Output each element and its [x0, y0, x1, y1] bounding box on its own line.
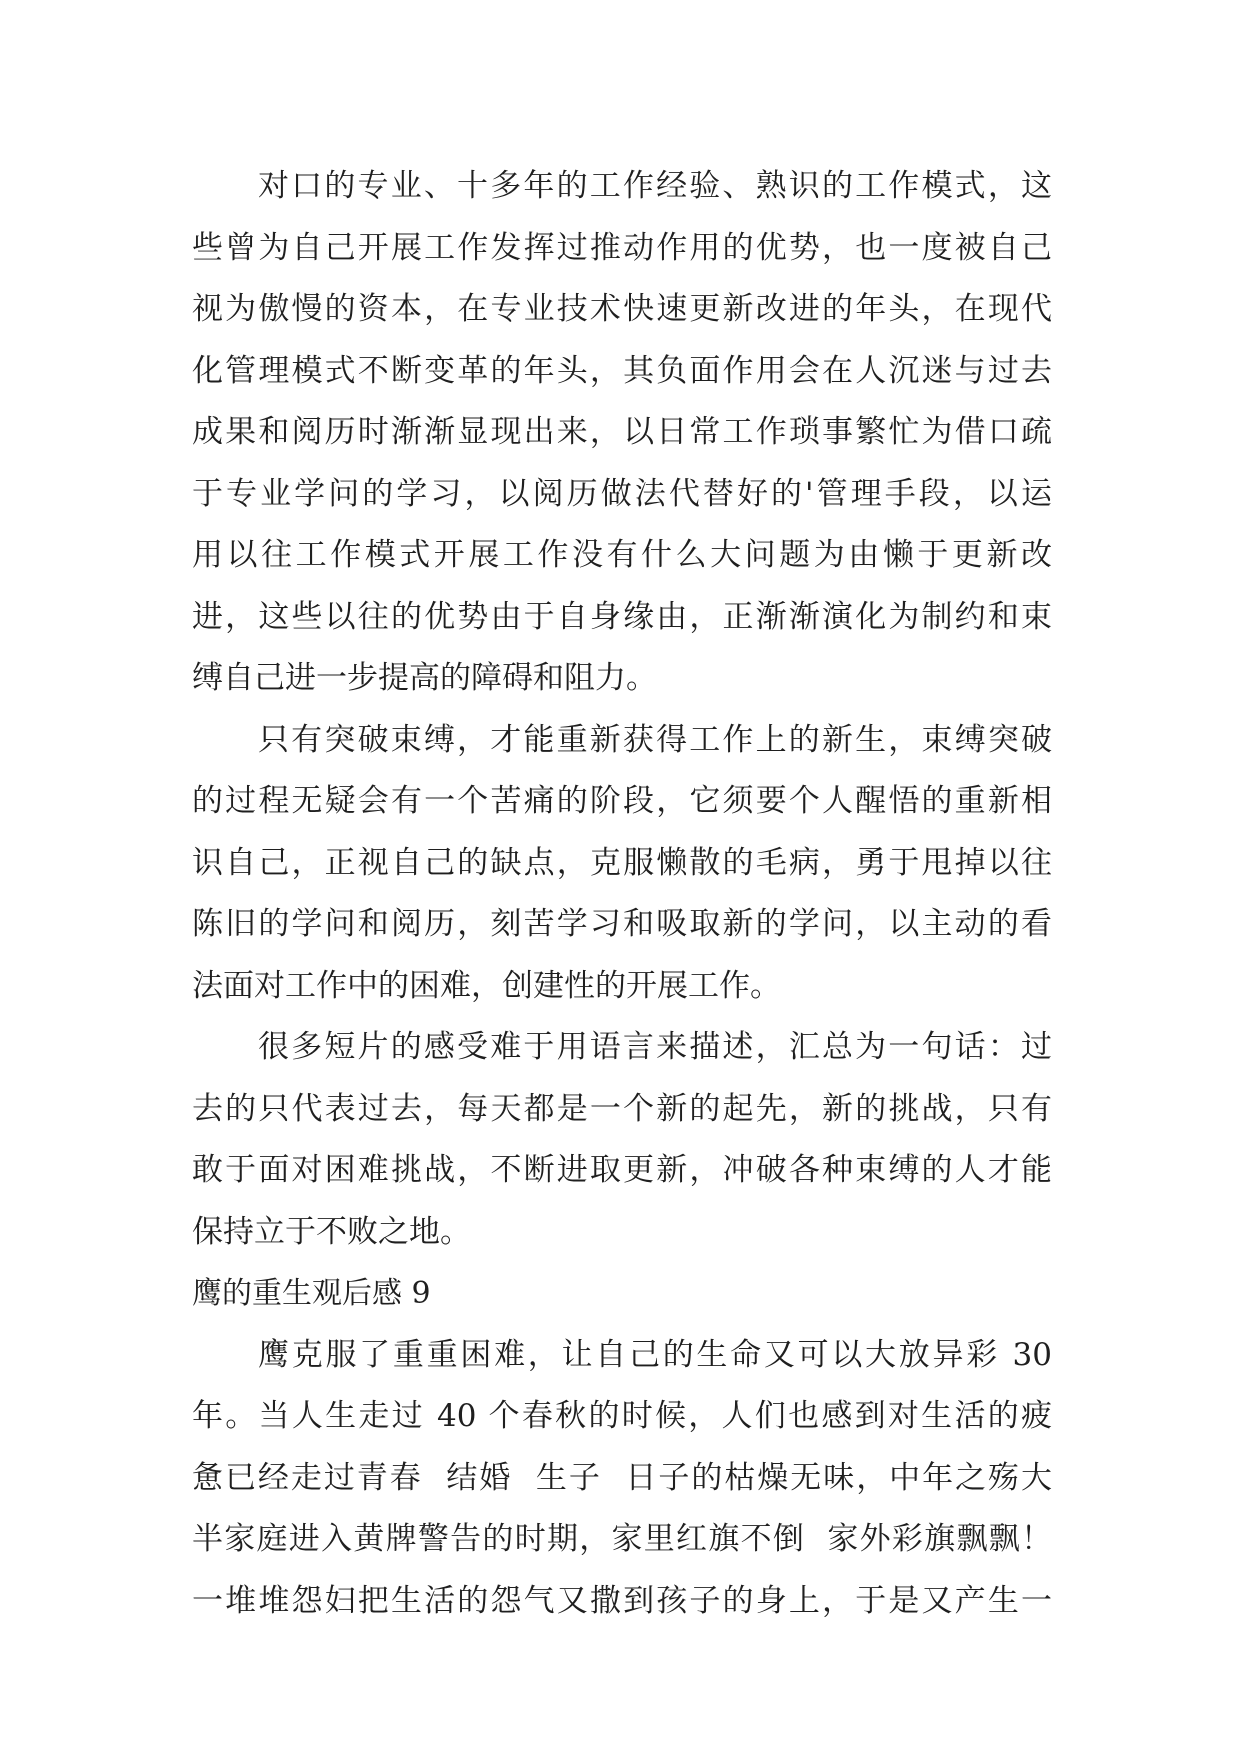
text-line: 视为傲慢的资本，在专业技术快速更新改进的年头，在现代 [192, 291, 1052, 327]
paragraph-1 [192, 156, 1052, 710]
text-line: 惫已经走过青春 结婚 生子 日子的枯燥无味，中年之殇大 [192, 1459, 1052, 1496]
text-line: 半家庭进入黄牌警告的时期，家里红旗不倒 家外彩旗飘飘！ [192, 1521, 1052, 1557]
text-line: 缚自己进一步提高的障碍和阻力。 [192, 660, 657, 696]
text-line: 识自己，正视自己的缺点，克服懒散的毛病，勇于甩掉以往 [192, 844, 1052, 881]
text-line: 些曾为自己开展工作发挥过推动作用的优势，也一度被自己 [192, 229, 1052, 266]
document-body [192, 156, 1052, 1632]
text-line: 陈旧的学问和阅历，刻苦学习和吸取新的学问，以主动的看 [192, 906, 1052, 942]
paragraph-3 [192, 1017, 1052, 1263]
paragraph-2 [192, 710, 1052, 1018]
text-line: 只有突破束缚，才能重新获得工作上的新生，束缚突破 [258, 721, 1052, 758]
text-line: 鹰克服了重重困难，让自己的生命又可以大放异彩 30 [258, 1336, 1052, 1373]
text-line: 敢于面对困难挑战，不断进取更新，冲破各种束缚的人才能 [192, 1152, 1052, 1188]
paragraph-4 [192, 1325, 1052, 1633]
text-line: 的过程无疑会有一个苦痛的阶段，它须要个人醒悟的重新相 [192, 783, 1052, 819]
text-line: 一堆堆怨妇把生活的怨气又撒到孩子的身上，于是又产生一 [192, 1582, 1052, 1619]
text-line: 法面对工作中的困难，创建性的开展工作。 [192, 967, 781, 1004]
section-heading: 鹰的重生观后感 9 [192, 1276, 431, 1311]
text-line: 成果和阅历时渐渐显现出来，以日常工作琐事繁忙为借口疏 [192, 414, 1052, 450]
text-line: 去的只代表过去，每天都是一个新的起先，新的挑战，只有 [192, 1090, 1052, 1127]
text-line: 用以往工作模式开展工作没有什么大问题为由懒于更新改 [192, 537, 1052, 573]
text-line: 很多短片的感受难于用语言来描述，汇总为一句话：过 [258, 1029, 1052, 1065]
text-line: 于专业学问的学习，以阅历做法代替好的'管理手段，以运 [192, 475, 1052, 512]
text-line: 化管理模式不断变革的年头，其负面作用会在人沉迷与过去 [192, 352, 1052, 389]
text-line: 对口的专业、十多年的工作经验、熟识的工作模式，这 [258, 168, 1052, 204]
text-line: 进，这些以往的优势由于自身缘由，正渐渐演化为制约和束 [192, 598, 1052, 635]
text-line: 年。当人生走过 40 个春秋的时候，人们也感到对生活的疲 [192, 1398, 1052, 1434]
text-line: 保持立于不败之地。 [192, 1213, 471, 1250]
